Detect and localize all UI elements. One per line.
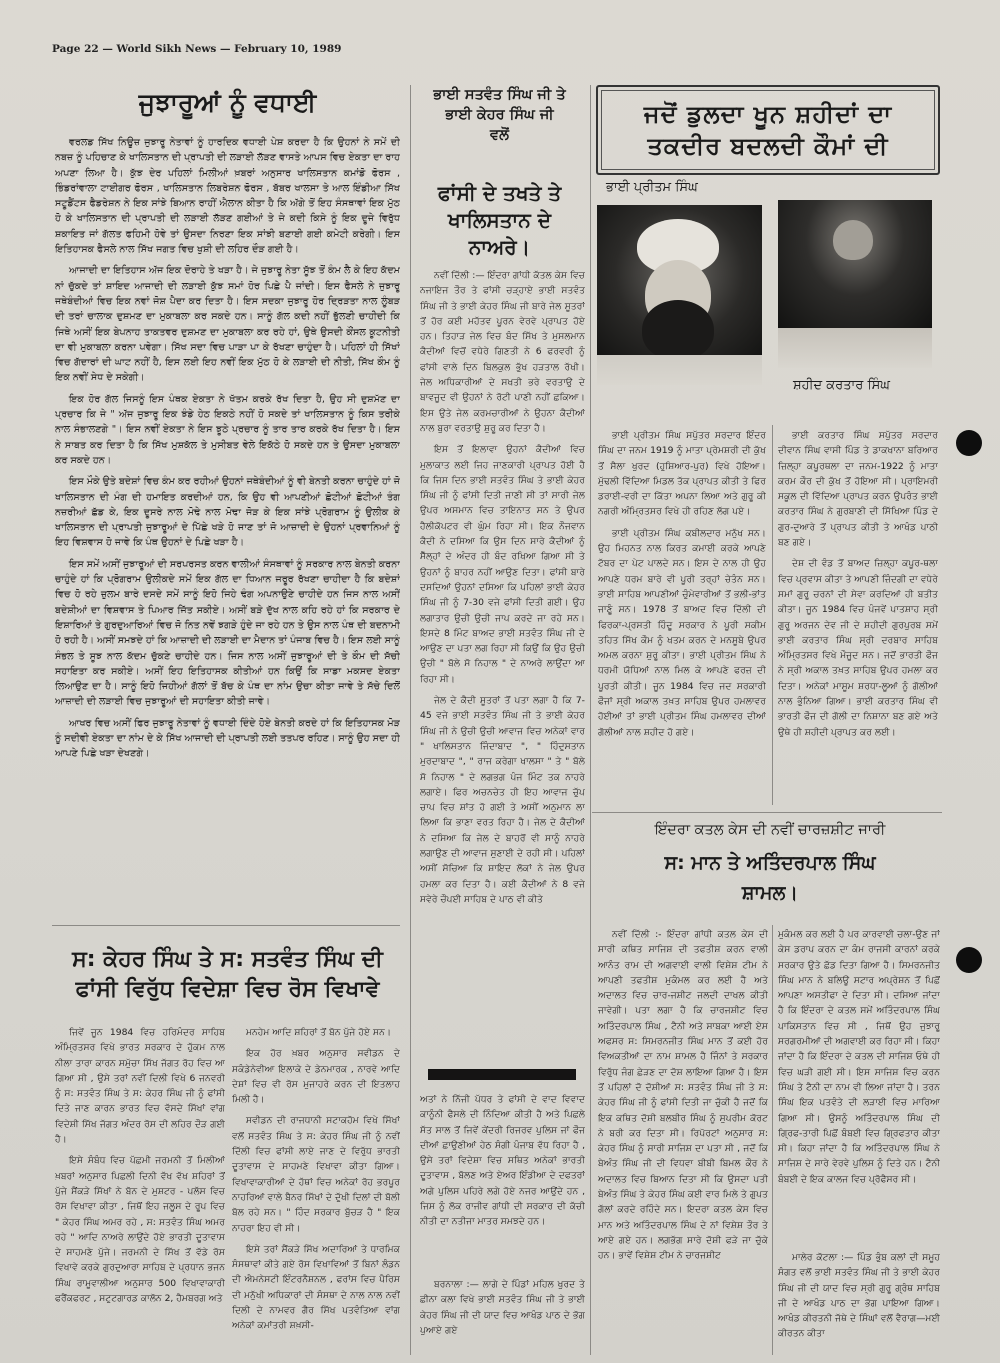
execution-paragraph: ਜੇਲ ਦੇ ਕੈਦੀ ਸੂਤਰਾਂ ਤੋਂ ਪਤਾ ਲਗਾ ਹੈ ਕਿ 7-45 ਵਜੇ ਭਾਈ ਸਤਵੰਤ ਸਿੰਘ ਜੀ ਤੇ ਭਾਈ ਕੇਹਰ ਸਿੰਘ ਜੀ ਨੇ ਉਚੀ ਉਚੀ ਆਵਾਜ ਵਿਚ ਅਨੇਕਾਂ ਵਾਰ " ਖਾਲਿਸਤਾਨ ਜਿੰਦਾਬਾਦ ", " ਹਿੰਦੁਸਤਾਨ ਮੁਰਦਾਬਾਦ ", " ਰਾਜ ਕਰੇਗਾ ਖਾਲਸਾ " ਤੇ " ਬੋਲੇ ਸੋ ਨਿਹਾਲ " ਦੇ ਲਗਭਗ ਪੰਜ ਮਿੰਟ ਤਕ ਨਾਹਰੇ ਲਗਾਏ। ਫਿਰ ਅਚਨਚੇਤ ਹੀ ਇਹ ਆਵਾਜ ਚੁੱਪ ਚਾਪ ਵਿਚ ਸ਼ਾਂਤ ਹੋ ਗਈ ਤੇ ਅਸੀਂ ਅਨੁਮਾਨ ਲਾ ਲਿਆ ਕਿ ਭਾਣਾ ਵਰਤ ਰਿਹਾ ਹੈ। ਜੇਲ ਦੇ ਕੈਦੀਆਂ ਨੇ ਦਸਿਆ ਕਿ ਜੇਲ ਦੇ ਬਾਹਰੋਂ ਵੀ ਸਾਨੂੰ ਨਾਹਰੇ ਲਗਾਉਣ ਦੀ ਆਵਾਜ ਸੁਣਾਈ ਦੇ ਰਹੀ ਸੀ। ਪਹਿਲਾਂ ਅਸੀਂ ਸੋਚਿਆ ਕਿ ਸ਼ਾਇਦ ਲੋਕਾਂ ਨੇ ਜੇਲ ਉਪਰ ਹਮਲਾ ਕਰ ਦਿਤਾ ਹੈ। ਕਈ ਕੈਦੀਆਂ ਨੇ 8 ਵਜੇ ਸਵੇਰੇ ਚੌਪਈ ਸਾਹਿਬ ਦੇ ਪਾਠ ਵੀ ਕੀਤੇ — [420, 695, 585, 905]
protests-paragraph: ਸਵੀਡਨ ਦੀ ਰਾਜਧਾਨੀ ਸਟਾਕਹੋਮ ਵਿਖੇ ਸਿੱਖਾਂ ਵਲੋਂ ਸਤਵੰਤ ਸਿੰਘ ਤੇ ਸ: ਕੇਹਰ ਸਿੰਘ ਜੀ ਨੂੰ ਨਵੀਂ ਦਿੱਲੀ ਵਿਚ ਫਾਂਸੀ ਲਾਏ ਜਾਣ ਦੇ ਵਿਰੁੱਧ ਭਾਰਤੀ ਦੂਤਾਵਾਸ ਦੇ ਸਾਹਮਣੇ ਵਿਖਾਵਾ ਕੀਤਾ ਗਿਆ। ਵਿਖਾਵਾਕਾਰੀਆਂ ਦੇ ਹੱਥਾਂ ਵਿਚ ਅਨੇਕਾਂ ਰੋਹ ਭਰਪੂਰ ਨਾਹਰਿਆਂ ਵਾਲੇ ਬੈਨਰ ਸਿੱਖਾਂ ਦੇ ਦੁੱਖੀ ਦਿਲਾਂ ਦੀ ਬੋਲੀ ਬੋਲ ਰਹੇ ਸਨ। " ਹਿੰਦ ਸਰਕਾਰ ਬੁੱਚੜ ਹੈ " ਇਕ ਨਾਹਰਾ ਇਹ ਵੀ ਸੀ। — [232, 1115, 400, 1234]
binder-punch-hole — [956, 430, 982, 456]
photo-shoulders — [597, 355, 762, 385]
photo-caption-pritam: ਭਾਈ ਪ੍ਰੀਤਮ ਸਿੰਘ — [606, 180, 698, 195]
section-divider — [52, 925, 400, 926]
photo-caption-kartar: ਸ਼ਹੀਦ ਕਰਤਾਰ ਸਿੰਘ — [793, 378, 890, 393]
execution-headline-line2: ਖਾਲਿਸਤਾਨ ਦੇ — [448, 208, 551, 232]
chargesheet-headline — [600, 848, 940, 908]
execution-body — [420, 268, 585, 1061]
congrats-paragraph: ਆਖਰ ਵਿਚ ਅਸੀਂ ਫਿਰ ਜੁਝਾਰੂ ਨੇਤਾਵਾਂ ਨੂੰ ਵਧਾਈ ਦਿੰਦੇ ਹੋਏ ਬੇਨਤੀ ਕਰਦੇ ਹਾਂ ਕਿ ਇਤਿਹਾਸਕ ਮੋੜ ਨੂੰ ਸਦੀਵੀ ਏਕਤਾ ਦਾ ਨਾਂਮ ਦੇ ਕੇ ਸਿੱਖ ਆਜਾਦੀ ਦੀ ਪ੍ਰਾਪਤੀ ਲਈ ਤਤਪਰ ਰਹਿਣ। ਸਾਨੂੰ ਉਹ ਸਦਾ ਹੀ ਆਪਣੇ ਪਿਛੇ ਖੜਾ ਦੇਖਣਗੇ। — [55, 717, 400, 760]
congrats-headline: ਜੁਝਾਰੂਆਂ ਨੂੰ ਵਧਾਈ — [138, 88, 317, 117]
pritam-paragraph: ਭਾਈ ਪ੍ਰੀਤਮ ਸਿੰਘ ਸਪੁੱਤਰ ਸਰਦਾਰ ਇੰਦਰ ਸਿੰਘ ਦਾ ਜਨਮ 1919 ਨੂੰ ਮਾਤਾ ਪ੍ਰੇਮਸ਼ਰੀ ਦੀ ਕੁੱਖ ਤੋਂ ਸੈਲਾ ਖੁਰਦ (ਹੁਸ਼ਿਆਰ-ਪੁਰ) ਵਿਖੇ ਹੋਇਆ। ਮੁੱਢਲੀ ਵਿੱਦਿਆ ਮਿਡਲ ਤੱਕ ਪ੍ਰਾਪਤ ਕੀਤੀ ਤੇ ਫਿਰ ਡਰਾਈ-ਵਰੀ ਦਾ ਕਿੱਤਾ ਅਪਨਾ ਲਿਆ ਅਤੇ ਗੁਰੂ ਕੀ ਨਗਰੀ ਅੰਮ੍ਰਿਤਸਰ ਵਿਖੇ ਹੀ ਰਹਿਣ ਲੱਗ ਪਏ। — [598, 430, 766, 518]
chargesheet-headline-line2: ਸ਼ਾਮਲ। — [741, 882, 799, 904]
barnala-paragraph: ਬਰਨਾਲਾ :— ਲਾਗੇ ਦੇ ਪਿੰਡਾਂ ਮਹਿਲ ਖੁਰਦ ਤੇ ਛੀਨਾ ਕਲਾ ਵਿਖੇ ਭਾਈ ਸਤਵੰਤ ਸਿੰਘ ਜੀ ਤੇ ਭਾਈ ਕੇਹਰ ਸਿੰਘ ਜੀ ਦੀ ਯਾਦ ਵਿਚ ਆਖੰਡ ਪਾਠ ਦੇ ਭੋਗ ਪੁਆਏ ਗਏ — [420, 1279, 585, 1336]
execution-paragraph: ਨਵੀਂ ਦਿੱਲੀ :— ਇੰਦਰਾ ਗਾਂਧੀ ਕੱਤਲ ਕੇਸ ਵਿਚ ਨਜਾਇਜ ਤੌਰ ਤੇ ਫਾਂਸੀ ਚੜ੍ਹਾਏ ਭਾਈ ਸਤਵੰਤ ਸਿੰਘ ਜੀ ਤੇ ਭਾਈ ਕੇਹਰ ਸਿੰਘ ਜੀ ਬਾਰੇ ਜੇਲ ਸੂਤਰਾਂ ਤੋਂ ਹੋਰ ਕਈ ਮਹੱਤਵ ਪੂਰਨ ਵੇਰਵੇ ਪ੍ਰਾਪਤ ਹੋਏ ਹਨ। ਤਿਹਾੜ ਜੇਲ ਵਿਚ ਬੰਦ ਸਿੱਖ ਤੇ ਮੁਸਲਮਾਨ ਕੈਦੀਆਂ ਵਿਚੋਂ ਵਧੇਰੇ ਗਿਣਤੀ ਨੇ 6 ਫਰਵਰੀ ਨੂੰ ਫਾਂਸੀ ਵਾਲੇ ਦਿਨ ਬਿਲਕੁਲ ਭੁੱਖ ਹੜਤਾਲ ਰੱਖੀ। ਜੇਲ ਅਧਿਕਾਰੀਆਂ ਦੇ ਸਖਤੀ ਭਰੇ ਵਰਤਾਉ ਦੇ ਬਾਵਜੂਦ ਵੀ ਉਹਨਾਂ ਨੇ ਰੋਟੀ ਪਾਣੀ ਨਹੀਂ ਛਕਿਆ। ਇਸ ਉਤੇ ਜੇਲ ਕਰਮਚਾਰੀਆਂ ਨੇ ਉਹਨਾ ਕੈਦੀਆਂ ਨਾਲ ਬੁਰਾ ਵਰਤਾਉ ਸ਼ੁਰੂ ਕਰ ਦਿਤਾ ਹੈ। — [420, 270, 585, 434]
execution-kicker-line1: ਭਾਈ ਸਤਵੰਤ ਸਿੰਘ ਜੀ ਤੇ — [433, 87, 566, 103]
congrats-paragraph: ਆਜਾਦੀ ਦਾ ਇਤਿਹਾਸ ਅੱਜ ਇਕ ਦੋਰਾਹੇ ਤੇ ਖੜਾ ਹੈ। ਜੇ ਜੁਝਾਰੂ ਨੇਤਾ ਸੂੱਝ ਤੋਂ ਕੰਮ ਲੈ ਕੇ ਇਹ ਕੱਦਮ ਨਾਂ ਚੁੱਕਦੇ ਤਾਂ ਸ਼ਾਇਦ ਆਜਾਦੀ ਦੀ ਲੜਾਈ ਕੁੱਝ ਸਮਾਂ ਹੋਰ ਪਿਛੇ ਪੈ ਜਾਂਦੀ। ਇਸ ਫੈਸਲੇ ਨੇ ਜੁਝਾਰੂ ਜਥੇਬੰਦੀਆਂ ਵਿਚ ਇਕ ਨਵਾਂ ਜੋਸ਼ ਪੈਦਾ ਕਰ ਦਿਤਾ ਹੈ। ਇਸ ਸਦਕਾ ਜੁਝਾਰੂ ਹੋਰ ਦ੍ਰਿੜਤਾ ਨਾਲ ਲੂੰਬੜ ਦੀ ਤਰਾਂ ਚਾਲਾਕ ਦੁਸ਼ਮਣ ਦਾ ਮੁਕਾਬਲਾ ਕਰ ਸਕਦੇ ਹਨ। ਸਾਨੂੰ ਗੱਲ ਕਦੀ ਨਹੀਂ ਭੁੱਲਣੀ ਚਾਹੀਦੀ ਕਿ ਜਿਥੇ ਅਸੀਂ ਇਕ ਬੇਪਨਾਹ ਤਾਕਤਵਰ ਦੁਸ਼ਮਣ ਦਾ ਮੁਕਾਬਲਾ ਕਰ ਰਹੇ ਹਾਂ, ਉਥੇ ਉਸਦੀ ਕੌਂਸਲ ਕੂਟਨੀਤੀ ਦਾ ਵੀ ਮੁਕਾਬਲਾ ਕਰਨਾ ਪਵੇਗਾ। ਸਿੱਖ ਸਦਾ ਵਿਚ ਪਾੜਾ ਪਾ ਕੇ ਰੱਖਣਾ ਚਾਹੁੰਦਾ ਹੈ। ਪਹਿਲਾਂ ਹੀ ਸਿੱਖਾਂ ਵਿਚ ਗੱਦਾਰਾਂ ਦੀ ਘਾਟ ਨਹੀਂ ਹੈ, ਇਸ ਲਈ ਇਹ ਨਵੀਂ ਇਕ ਮੁੱਠ ਹੋ ਕੇ ਲੜਾਈ ਦੀ ਨੀਤੀ, ਸਿੱਖ ਕੌਮ ਨੂੰ ਇਕ ਨਵੀਂ ਸੇਧ ਦੇ ਸਕੇਗੀ। — [55, 265, 400, 384]
congrats-paragraph: ਵਰਲਡ ਸਿੱਖ ਨਿਊਜ਼ ਜੁਝਾਰੂ ਨੇਤਾਵਾਂ ਨੂੰ ਹਾਰਦਿਕ ਵਧਾਈ ਪੇਸ਼ ਕਰਦਾ ਹੈ ਕਿ ਉਹਨਾਂ ਨੇ ਸਮੇਂ ਦੀ ਨਬਜ਼ ਨੂੰ ਪਹਿਚਾਣ ਕੇ ਖਾਲਿਸਤਾਨ ਦੀ ਪ੍ਰਾਪਤੀ ਦੀ ਲੜਾਈ ਲੱੜਣ ਵਾਸਤੇ ਆਪਸ ਵਿਚ ਏਕਤਾ ਦਾ ਰਾਹ ਅਪਣਾ ਲਿਆ ਹੈ। ਕੁੱਝ ਦੇਰ ਪਹਿਲਾਂ ਮਿਲੀਆਂ ਖ਼ਬਰਾਂ ਅਨੁਸਾਰ ਖਾਲਿਸਤਾਨ ਕਮਾਂਡੋ ਫੋਰਸ , ਭਿੰਡਰਾਂਵਾਲਾ ਟਾਈਗਰ ਫੋਰਸ , ਖਾਲਿਸਤਾਨ ਲਿਬਰੇਸ਼ਨ ਫੋਰਸ , ਬੱਬਰ ਖਾਲਸਾ ਤੇ ਆਲ ਇੰਡੀਆ ਸਿੱਖ ਸਟੂਡੈਂਟਸ ਫੈਡਰੇਸ਼ਨ ਨੇ ਇਕ ਸਾਂਝੇ ਬਿਆਨ ਰਾਹੀਂ ਐਲਾਨ ਕੀਤਾ ਹੈ ਕਿ ਅੱਗੇ ਤੋਂ ਇਹ ਸੰਸਥਾਵਾਂ ਇਕ ਮੁੱਠ ਹੋ ਕੇ ਖਾਲਿਸਤਾਨ ਦੀ ਪ੍ਰਾਪਤੀ ਦੀ ਲੜਾਈ ਲੱੜਣ ਗਈਆਂ ਤੇ ਜੇ ਕਦੀ ਕਿਸੇ ਨੂੰ ਇਕ ਦੂਜੇ ਵਿਰੁੱਧ ਸ਼ਕਾਇਤ ਜਾਂ ਗੱਲਤ ਫਹਿਮੀ ਹੋਵੇ ਤਾਂ ਉਸਦਾ ਨਿਰਣਾ ਇਕ ਸਾਂਝੀ ਬਣਾਈ ਗਈ ਕਮੇਟੀ ਕਰੇਗੀ। ਇਸ ਇਤਿਹਾਸਕ ਫੈਸਲੇ ਨਾਲ ਸਿੱਖ ਜਗਤ ਵਿਚ ਖੁਸ਼ੀ ਦੀ ਲਹਿਰ ਦੌੜ ਗਈ ਹੈ। — [55, 137, 400, 256]
martyrs-banner-line2: ਤਕਦੀਰ ਬਦਲਦੀ ਕੌਮਾਂ ਦੀ — [647, 132, 889, 160]
photo-pritam-singh — [597, 205, 762, 355]
execution-headline-line3: ਨਾਅਰੇ। — [468, 235, 531, 259]
face-shape — [833, 220, 873, 260]
chargesheet-col2 — [778, 927, 940, 1247]
page-folio: Page 22 — World Sikh News — February 10, 1989 — [52, 43, 342, 55]
chargesheet-kicker: ਇੰਦਰਾ ਕਤਲ ਕੇਸ ਦੀ ਨਵੀਂ ਚਾਰਜ਼ਸ਼ੀਟ ਜਾਰੀ — [654, 822, 886, 838]
execution-kicker-line2: ਭਾਈ ਕੇਹਰ ਸਿੰਘ ਜੀ — [445, 107, 554, 123]
photo-kartar-singh — [778, 200, 932, 328]
malerkotla-paragraph: ਮਾਲੇਰ ਕੋਟਲਾ :— ਪਿੰਡ ਭੁੰਬ ਕਲਾਂ ਦੀ ਸਮੂਹ ਸੰਗਤ ਵਲੋਂ ਭਾਈ ਸਤਵੰਤ ਸਿੰਘ ਜੀ ਤੇ ਭਾਈ ਕੇਹਰ ਸਿੰਘ ਜੀ ਦੀ ਯਾਦ ਵਿਚ ਸ੍ਰੀ ਗੁਰੂ ਗ੍ਰੰਥ ਸਾਹਿਬ ਜੀ ਦੇ ਆਖੰਡ ਪਾਠ ਦਾ ਭੋਗ ਪਾਇਆ ਗਿਆ। ਆਖੰਡ ਕੀਰਤਨੀ ਜੱਥੇ ਦੇ ਸਿੰਘਾਂ ਵਲੋਂ ਵੈਰਾਗ—ਮਈ ਕੀਰਤਨ ਕੀਤਾ — [778, 1252, 940, 1340]
chargesheet-paragraph: ਨਵੀਂ ਦਿੱਲੀ :- ਇੰਦਰਾ ਗਾਂਧੀ ਕਤਲ ਕੇਸ ਦੀ ਸਾਰੀ ਕਥਿਤ ਸਾਜਿਸ਼ ਦੀ ਤਫਤੀਸ਼ ਕਰਨ ਵਾਲੀ ਆਨੰਤ ਰਾਮ ਦੀ ਅਗਵਾਈ ਵਾਲੀ ਵਿਸ਼ੇਸ਼ ਟੀਮ ਨੇ ਆਪਣੀ ਤਫਤੀਸ਼ ਮੁਕੰਮਲ ਕਰ ਲਈ ਹੈ ਅਤੇ ਅਦਾਲਤ ਵਿਚ ਚਾਰ-ਜਸ਼ੀਟ ਜਲਦੀ ਦਾਖਲ ਕੀਤੀ ਜਾਵੇਗੀ। ਪਤਾ ਲਗਾ ਹੈ ਕਿ ਚਾਰਜਸ਼ੀਟ ਵਿਚ ਅਤਿੰਦਰਪਾਲ ਸਿੰਘ , ਟੈਨੀ ਅਤੇ ਸਾਬਕਾ ਆਈ ਏਸ ਅਫਸਰ ਸ: ਸਿਮਰਨਜੀਤ ਸਿੰਘ ਮਾਨ ਤੋਂ ਕਈ ਹੋਰ ਵਿਅਕਤੀਆਂ ਦਾ ਨਾਮ ਸ਼ਾਮਲ ਹੈ ਜਿੰਨਾਂ ਤੇ ਸਰਕਾਰ ਵਿਰੁੱਧ ਜੰਗ ਛੇੜਣ ਦਾ ਦੋਸ਼ ਲਾਇਆ ਗਿਆ ਹੈ। ਇਸ ਤੋਂ ਪਹਿਲਾਂ ਦੋ ਦੋਸ਼ੀਆਂ ਸ: ਸਤਵੰਤ ਸਿੰਘ ਜੀ ਤੇ ਸ: ਕੇਹਰ ਸਿੰਘ ਜੀ ਨੂੰ ਫਾਂਸੀ ਦਿਤੀ ਜਾ ਚੁੱਕੀ ਹੈ ਜਦੋਂ ਕਿ ਇਕ ਕਥਿਤ ਦੋਸ਼ੀ ਬਲਬੀਰ ਸਿੰਘ ਨੂੰ ਸੁਪਰੀਮ ਕੋਰਟ ਨੇ ਬਰੀ ਕਰ ਦਿਤਾ ਸੀ। ਰਿਪੋਰਟਾਂ ਅਨੁਸਾਰ ਸ: ਕੇਹਰ ਸਿੰਘ ਨੂੰ ਸਾਰੀ ਸਾਜਿਸ਼ ਦਾ ਪਤਾ ਸੀ , ਜਦੋਂ ਕਿ ਬੇਅੰਤ ਸਿੰਘ ਜੀ ਦੀ ਵਿਧਵਾ ਬੀਬੀ ਬਿਮਲ ਕੌਰ ਨੇ ਅਦਾਲਤ ਵਿਚ ਬਿਆਨ ਦਿਤਾ ਸੀ ਕਿ ਉਸਦਾ ਪਤੀ ਬੇਅੰਤ ਸਿੰਘ ਤੇ ਕੇਹਰ ਸਿੰਘ ਕਈ ਵਾਰ ਮਿਲੇ ਤੇ ਗੁਪਤ ਗੱਲਾਂ ਕਰਦੇ ਰਹਿੰਦੇ ਸਨ। ਇਦਰਾ ਕਤਲ ਕੇਸ ਵਿਚ ਮਾਨ ਅਤੇ ਅਤਿੰਦਰਪਾਲ ਸਿੰਘ ਦੇ ਨਾਂ ਵਿਸ਼ੇਸ਼ ਤੌਰ ਤੇ ਆਏ ਗਏ ਹਨ। ਲਗਭੱਗ ਸਾਰੇ ਦੋਸ਼ੀ ਫੜੇ ਜਾ ਚੁੱਕੇ ਹਨ। ਭਾਵੇਂ ਵਿਸ਼ੇਸ਼ ਟੀਮ ਨੇ ਚਾਰਜਸ਼ੀਟ — [598, 929, 768, 1262]
barnala-brief — [420, 1277, 585, 1357]
congrats-body — [55, 135, 400, 915]
column-rule — [410, 85, 411, 1355]
protests-headline-line2: ਫਾਂਸੀ ਵਿਰੁੱਧ ਵਿਦੇਸ਼ਾ ਵਿਚ ਰੋਸ ਵਿਖਾਵੇ — [75, 977, 380, 1002]
protests-paragraph: ਜਿਵੇਂ ਜੂਨ 1984 ਵਿਚ ਹਰਿਮੰਦਰ ਸਾਹਿਬ ਅੰਮ੍ਰਿਤਸਰ ਵਿਖੇ ਭਾਰਤ ਸਰਕਾਰ ਦੇ ਹੁੱਕਮ ਨਾਲ ਨੀਲਾ ਤਾਰਾ ਕਾਰਨ ਸਮੁੱਚਾ ਸਿੱਖ ਜੱਗਤ ਰੋਹ ਵਿਚ ਆ ਗਿਆ ਸੀ , ਉਸੇ ਤਰਾਂ ਨਵੀਂ ਦਿਲੀ ਵਿਖੇ 6 ਜਨਵਰੀ ਨੂੰ ਸ: ਸਤਵੰਤ ਸਿੰਘ ਤੇ ਸ: ਕੇਹਰ ਸਿੰਘ ਜੀ ਨੂੰ ਫਾਂਸੀ ਦਿਤੇ ਜਾਣ ਕਾਰਨ ਭਾਰਤ ਵਿਚ ਵੱਸਦੇ ਸਿੱਖਾਂ ਵਾਂਗ ਵਿਦੇਸ਼ੀ ਸਿੱਖ ਜੱਗਤ ਅੰਦਰ ਰੋਸ ਦੀ ਲਹਿਰ ਦੌੜ ਗਈ ਹੈ। — [55, 1027, 225, 1146]
protests-headline — [55, 945, 400, 1005]
column-rule — [772, 425, 773, 805]
section-divider — [592, 812, 942, 813]
beard-shape — [642, 300, 714, 355]
chargesheet-paragraph: ਮੁਕੰਮਲ ਕਰ ਲਈ ਹੈ ਪਰ ਕਾਰਵਾਈ ਚਲਾ-ਉਣ ਜਾਂ ਕੇਸ ਡਰਾਪ ਕਰਨ ਦਾ ਕੰਮ ਰਾਜਸੀ ਕਾਰਨਾਂ ਕਰਕੇ ਸਰਕਾਰ ਉਤੇ ਛੱਡ ਦਿਤਾ ਗਿਆ ਹੈ। ਸਿਮਰਨਜੀਤ ਸਿੰਘ ਮਾਨ ਨੇ ਬਲਿਊ ਸਟਾਰ ਅਪ੍ਰੇਸ਼ਨ ਤੋਂ ਪਿਛੋਂ ਆਪਣਾ ਅਸਤੀਫਾ ਦੇ ਦਿਤਾ ਸੀ। ਦਸਿਆ ਜਾਂਦਾ ਹੈ ਕਿ ਇੰਦਰਾ ਦੇ ਕਤਲ ਸਮੇਂ ਅਤਿੰਦਰਪਾਲ ਸਿੰਘ ਪਾਕਿਸਤਾਨ ਵਿਚ ਸੀ , ਜਿਥੋਂ ਉਹ ਜੁਝਾਰੂ ਸਰਗਰਮੀਆਂ ਦੀ ਅਗਵਾਈ ਕਰ ਰਿਹਾ ਸੀ। ਕਿਹਾ ਜਾਂਦਾ ਹੈ ਕਿ ਇੰਦਰਾ ਦੇ ਕਤਲ ਦੀ ਸਾਜਿਸ਼ ਓਥੇ ਹੀ ਵਿਚ ਘੜੀ ਗਈ ਸੀ। ਇਸ ਸਾਜਿਸ਼ ਵਿਚ ਕਰਨ ਸਿੰਘ ਤੇ ਟੈਨੀ ਦਾ ਨਾਮ ਵੀ ਲਿਆ ਜਾਂਦਾ ਹੈ। ਤਰਨ ਸਿੰਘ ਇਕ ਪਤਵੰਤੇ ਦੀ ਲੜਾਈ ਵਿਚ ਮਾਰਿਆ ਗਿਆ ਸੀ। ਉਸਨੂੰ ਅਤਿੰਦਰਪਾਲ ਸਿੰਘ ਦੀ ਗ੍ਰਿਫ-ਤਾਰੀ ਪਿਛੋਂ ਬੰਬਈ ਵਿਚ ਗ੍ਰਿਫਤਾਰ ਕੀਤਾ ਸੀ। ਕਿਹਾ ਜਾਂਦਾ ਹੈ ਕਿ ਅਤਿੰਦਰਪਾਲ ਸਿੰਘ ਨੇ ਸਾਜਿਸ਼ ਦੇ ਸਾਰੇ ਵੇਰਵੇ ਪੁਲਿਸ ਨੂੰ ਦਿਤੇ ਹਨ। ਟੈਨੀ ਬੰਬਈ ਦੇ ਇਕ ਕਾਲਜ ਵਿਚ ਪ੍ਰੋਫੈਸਰ ਸੀ। — [778, 929, 940, 1185]
kartar-bio — [778, 428, 938, 798]
congrats-paragraph: ਇਸ ਮੌਕੇ ਉਤੇ ਬਦੇਸ਼ਾਂ ਵਿਚ ਕੰਮ ਕਰ ਰਹੀਆਂ ਉਹਨਾਂ ਜਥੇਬੰਦੀਆਂ ਨੂੰ ਵੀ ਬੇਨਤੀ ਕਰਨਾ ਚਾਹੁੰਦੇ ਹਾਂ ਜੋ ਖਾਲਿਸਤਾਨ ਦੀ ਮੰਗ ਦੀ ਹਮਾਇਤ ਕਰਦੀਆਂ ਹਨ, ਕਿ ਉਹ ਵੀ ਆਪਣੀਆਂ ਛੋਟੀਆਂ ਛੋਟੀਆਂ ਤੰਗ ਨਜ਼ਰੀਆਂ ਛੱਡ ਕੇ, ਇਕ ਦੂਸਰੇ ਨਾਲ ਮੋਢੇ ਨਾਲ ਮੋਢਾ ਜੋੜ ਕੇ ਇਕ ਸਾਂਝੇ ਪ੍ਰੋਗਰਾਮ ਨੂੰ ਉਲੀਕ ਕੇ ਖਾਲਿਸਤਾਨ ਦੀ ਪ੍ਰਾਪਤੀ ਜੁਝਾਰੂਆਂ ਦੇ ਪਿੱਛੇ ਖੜੇ ਹੋ ਜਾਣ ਤਾਂ ਜੋ ਆਜ਼ਾਦੀ ਦੇ ਉਹਨਾਂ ਪ੍ਰਵਾਨਿਆਂ ਨੂੰ ਇਹ ਵਿਸ਼ਵਾਸ ਹੋ ਜਾਵੇ ਕਿ ਪੰਥ ਉਹਨਾਂ ਦੇ ਪਿਛੇ ਖੜਾ ਹੈ। — [55, 476, 400, 549]
execution-kicker-line3: ਵਲੋਂ — [490, 127, 509, 143]
protests-paragraph: ਮਨਹੇਮ ਆਦਿ ਸ਼ਹਿਰਾਂ ਤੋਂ ਬੋਨ ਪੁੱਜੇ ਹੋਏ ਸਨ। — [246, 1027, 392, 1038]
photo-kartar-lower — [778, 328, 932, 368]
martyrs-banner — [596, 85, 940, 175]
kartar-paragraph: ਦੇਸ਼ ਦੀ ਵੰਡ ਤੋਂ ਬਾਅਦ ਜ਼ਿਲ੍ਹਾ ਕਪੂਰ-ਥਲਾ ਵਿਚ ਪ੍ਰਵਾਸ ਕੀਤਾ ਤੇ ਆਪਣੀ ਜ਼ਿੰਦਗੀ ਦਾ ਵਧੇਰੇ ਸਮਾਂ ਗੁਰੂ ਚਰਨਾਂ ਦੀ ਸੇਵਾ ਕਰਦਿਆਂ ਹੀ ਬਤੀਤ ਕੀਤਾ। ਜੂਨ 1984 ਵਿਚ ਪੰਜਵੇਂ ਪਾਤਸ਼ਾਹ ਸ੍ਰੀ ਗੁਰੂ ਅਰਜਨ ਦੇਵ ਜੀ ਦੇ ਸ਼ਹੀਦੀ ਗੁਰਪੁਰਬ ਸਮੇਂ ਭਾਈ ਕਰਤਾਰ ਸਿੰਘ ਸ੍ਰੀ ਦਰਬਾਰ ਸਾਹਿਬ ਅੰਮ੍ਰਿਤਸਰ ਵਿਖੇ ਮੌਜੂਦ ਸਨ। ਜਦੋਂ ਭਾਰਤੀ ਫੌਜ ਨੇ ਸ੍ਰੀ ਅਕਾਲ ਤਖ਼ਤ ਸਾਹਿਬ ਉਪਰ ਹਮਲਾ ਕਰ ਦਿਤਾ। ਅਨੇਕਾਂ ਮਾਸੂਮ ਸ਼ਰਧਾ-ਲੂਆਂ ਨੂੰ ਗੋਲੀਆਂ ਨਾਲ ਭੁੰਨਿਆ ਗਿਆ। ਭਾਈ ਕਰਤਾਰ ਸਿੰਘ ਵੀ ਭਾਰਤੀ ਫੌਜ ਦੀ ਗੋਲੀ ਦਾ ਨਿਸ਼ਾਨਾ ਬਣ ਗਏ ਅਤੇ ਉਥੇ ਹੀ ਸ਼ਹੀਦੀ ਪ੍ਰਾਪਤ ਕਰ ਲਈ। — [778, 558, 938, 738]
execution-continued-paragraph: ਅਤਾਂ ਨੇ ਨਿੱਜੀ ਪੱਧਰ ਤੇ ਫਾਂਸੀ ਦੇ ਵਾਦ ਵਿਵਾਦ ਕਾਨੂੰਨੀ ਫੈਸਲੇ ਦੀ ਨਿੰਦਿਆ ਕੀਤੀ ਹੈ ਅਤੇ ਪਿਛਲੇ ਸੱਤ ਸਾਲ ਤੋਂ ਜਿਵੇਂ ਕੇਂਦਰੀ ਰਿਜਰਵ ਪੁਲਿਸ ਜਾਂ ਫੌਜ ਦੀਆਂ ਛਾਉਣੀਆਂ ਹੇਠ ਸੰਗੀ ਪੰਜਾਬ ਵੱਧ ਰਿਹਾ ਹੈ , ਉਸੇ ਤਰਾਂ ਵਿਦੇਸ਼ਾ ਵਿਚ ਸਥਿਤ ਅਨੇਕਾਂ ਭਾਰਤੀ ਦੂਤਾਵਾਸ , ਬੋਲਣ ਅਤੇ ਏਅਰ ਇੰਡੀਆ ਦੇ ਦਫਤਰਾਂ ਅਗੇ ਪੁਲਿਸ ਪਹਿਰੇ ਲਗੇ ਹੋਏ ਨਜਰ ਆਉਂਦੇ ਹਨ , ਜਿਸ ਨੂੰ ਲੋਕ ਰਾਜੀਵ ਗਾਂਧੀ ਦੀ ਸਰਕਾਰ ਦੀ ਕੱਚੀ ਨੀਤੀ ਦਾ ਨਤੀਜਾ ਮਾਤਰ ਸਮਝਦੇ ਹਨ। — [420, 1094, 585, 1228]
execution-continued — [420, 1092, 585, 1267]
congrats-paragraph: ਇਸ ਸਮੇਂ ਅਸੀਂ ਜੁਝਾਰੂਆਂ ਦੀ ਸਰਪਰਸਤ ਕਰਨ ਵਾਲੀਆਂ ਸੰਸਥਾਵਾਂ ਨੂੰ ਸਰਕਾਰ ਨਾਲ ਬੇਨਤੀ ਕਰਨਾ ਚਾਹੁੰਦੇ ਹਾਂ ਕਿ ਪ੍ਰੋਗਰਾਮ ਉਲੀਕਦੇ ਸਮੇਂ ਇਕ ਗੱਲ ਦਾ ਧਿਆਨ ਜਰੂਰ ਰੱਖਣਾ ਚਾਹੀਦਾ ਹੈ ਕਿ ਬਦੇਸ਼ਾਂ ਵਿਚ ਹੋ ਰਹੇ ਜ਼ੁਲਮ ਬਾਰੇ ਦਸਦੇ ਸਮੇਂ ਸਾਨੂੰ ਇਹੋ ਜਿਹੇ ਢੰਗ ਅਪਨਾਉਣੇ ਚਾਹੀਦੇ ਹਨ ਜਿਸ ਨਾਲ ਅਸੀਂ ਬਦੇਸ਼ੀਆਂ ਦਾ ਵਿਸ਼ਵਾਸ ਤੇ ਪਿਆਰ ਜਿੱਤ ਸਕੀਏ। ਅਸੀਂ ਬੜੇ ਦੁੱਖ ਨਾਲ ਕਹਿ ਰਹੇ ਹਾਂ ਕਿ ਸਰਕਾਰ ਦੇ ਇਸ਼ਾਰਿਆਂ ਤੇ ਗੁਰਦੁਆਰਿਆਂ ਵਿਚ ਜੋ ਨਿਤ ਨਵੇਂ ਝਗੜੇ ਹੁੰਦੇ ਜਾ ਰਹੇ ਹਨ ਤੇ ਉਸ ਨਾਲ ਪੰਥ ਦੀ ਬਦਨਾਮੀ ਹੋ ਰਹੀ ਹੈ। ਅਸੀਂ ਸਮਝਦੇ ਹਾਂ ਕਿ ਆਜ਼ਾਦੀ ਦੀ ਲੜਾਈ ਦਾ ਮੈਦਾਨ ਤਾਂ ਪੰਜਾਬ ਵਿਚ ਹੈ। ਇਸ ਲਈ ਸਾਨੂੰ ਸੰਭਲ ਤੇ ਸੂਝ ਨਾਲ ਕੱਦਮ ਚੁੱਕਣੇ ਚਾਹੀਦੇ ਹਨ। ਜਿਸ ਨਾਲ ਅਸੀਂ ਜੁਝਾਰੂਆਂ ਦੀ ਤੇ ਕੌਮ ਦੀ ਸੱਚੀ ਸਹਾਇਤਾ ਕਰ ਸਕੀਏ। ਅਸੀਂ ਇਹ ਇਤਿਹਾਸਕ ਕੀਤੀਆਂ ਹਨ ਕਿਉਂ ਕਿ ਸਾਡਾ ਮਕਸਦ ਏਕਤਾ ਲਿਆਉਣ ਦਾ ਹੈ। ਸਾਨੂੰ ਇਹੋ ਜਿਹੀਆਂ ਗੱਲਾਂ ਤੋਂ ਬੱਚ ਕੇ ਪੰਥ ਦਾ ਨਾਂਮ ਉਚਾ ਕੀਤਾ ਜਾਵੇ ਤੇ ਸੱਚੇ ਦਿਲੋਂ ਆਜ਼ਾਦੀ ਦੀ ਲੜਾਈ ਵਿਚ ਜੁਝਾਰੂਆਂ ਦੀ ਸਹਾਇਤਾ ਕੀਤੀ ਜਾਵੇ। — [55, 558, 400, 708]
protests-col1 — [55, 1025, 225, 1355]
pritam-paragraph: ਭਾਈ ਪ੍ਰੀਤਮ ਸਿੰਘ ਕਬੀਲਦਾਰ ਮਨੁੱਖ ਸਨ। ਉਹ ਮਿਹਨਤ ਨਾਲ ਕਿਰਤ ਕਮਾਈ ਕਰਕੇ ਆਪਣੇ ਟੱਬਰ ਦਾ ਪੇਟ ਪਾਲਦੇ ਸਨ। ਇਸ ਦੇ ਨਾਲ ਹੀ ਉਹ ਆਪਣੇ ਧਰਮ ਬਾਰੇ ਵੀ ਪੂਰੀ ਤਰ੍ਹਾਂ ਚੇਤੰਨ ਸਨ। ਭਾਈ ਸਾਹਿਬ ਆਪਣੀਆਂ ਚੁੰਮੇਵਾਰੀਆਂ ਤੋਂ ਭਲੀ-ਭਾਂਤ ਜਾਣੂੰ ਸਨ। 1978 ਤੋਂ ਬਾਅਦ ਵਿਚ ਦਿੱਲੀ ਦੀ ਫਿਰਕਾ-ਪ੍ਰਸਤੀ ਹਿੰਦੂ ਸਰਕਾਰ ਨੇ ਪੂਰੀ ਸਕੀਮ ਤਹਿਤ ਸਿੱਖ ਕੌਮ ਨੂੰ ਖਤਮ ਕਰਨ ਦੇ ਮਨਸੂਬੇ ਉਪਰ ਅਮਲ ਕਰਨਾ ਸ਼ੁਰੂ ਕੀਤਾ। ਭਾਈ ਪ੍ਰੀਤਮ ਸਿੰਘ ਨੇ ਧਰਮੀ ਯੋਧਿਆਂ ਨਾਲ ਮਿਲ ਕੇ ਆਪਣੇ ਫਰਜ਼ ਦੀ ਪੂਰਤੀ ਕੀਤੀ। ਜੂਨ 1984 ਵਿਚ ਜਦ ਸਰਕਾਰੀ ਫੌਜਾਂ ਸ੍ਰੀ ਅਕਾਲ ਤਖ਼ਤ ਸਾਹਿਬ ਉਪਰ ਹਮਲਾਵਰ ਹੋਈਆਂ ਤਾਂ ਭਾਈ ਪ੍ਰੀਤਮ ਸਿੰਘ ਹਮਲਾਵਰ ਦੀਆਂ ਗੋਲੀਆਂ ਨਾਲ ਸ਼ਹੀਦ ਹੋ ਗਏ। — [598, 527, 766, 738]
separator-bar — [428, 1069, 576, 1080]
column-rule — [772, 925, 773, 1355]
execution-kicker — [412, 85, 587, 145]
chargesheet-col1 — [598, 927, 768, 1357]
protests-headline-line1: ਸ: ਕੇਹਰ ਸਿੰਘ ਤੇ ਸ: ਸਤਵੰਤ ਸਿੰਘ ਦੀ — [72, 947, 383, 972]
column-rule — [590, 85, 591, 1355]
kartar-paragraph: ਭਾਈ ਕਰਤਾਰ ਸਿੰਘ ਸਪੁੱਤਰ ਸਰਦਾਰ ਦੀਵਾਨ ਸਿੰਘ ਵਾਸੀ ਪਿੰਡ ਤੇ ਡਾਕਖਾਨਾ ਬਰਿਆਰ ਜ਼ਿਲ੍ਹਾ ਕਪੂਰਥਲਾ ਦਾ ਜਨਮ-1922 ਨੂੰ ਮਾਤਾ ਕਰਮ ਕੌਰ ਦੀ ਕੁੱਖ ਤੋਂ ਹੋਇਆ ਸੀ। ਪ੍ਰਾਇਮਰੀ ਸਕੂਲ ਦੀ ਵਿੱਦਿਆ ਪ੍ਰਾਪਤ ਕਰਨ ਉਪਰੰਤ ਭਾਈ ਕਰਤਾਰ ਸਿੰਘ ਨੇ ਗੁਰਬਾਣੀ ਦੀ ਸਿੱਖਿਆ ਪਿੰਡ ਦੇ ਗੁਰ-ਦੁਆਰੇ ਤੋਂ ਪ੍ਰਾਪਤ ਕੀਤੀ ਤੇ ਆਖੰਡ ਪਾਠੀ ਬਣ ਗਏ। — [778, 430, 938, 549]
execution-paragraph: ਇਸ ਤੋਂ ਇਲਾਵਾ ਉਹਨਾਂ ਕੈਦੀਆਂ ਵਿਚ ਮੁਲਾਕਾਤ ਲਈ ਜਿਹ ਜਾਣਕਾਰੀ ਪ੍ਰਾਪਤ ਹੋਈ ਹੈ ਕਿ ਜਿਸ ਦਿਨ ਭਾਈ ਸਤਵੰਤ ਸਿੰਘ ਤੇ ਭਾਈ ਕੇਹਰ ਸਿੰਘ ਜੀ ਨੂੰ ਫਾਂਸੀ ਦਿਤੀ ਜਾਣੀ ਸੀ ਤਾਂ ਸਾਰੀ ਜੇਲ ਉਪਰ ਅਸਮਾਨ ਵਿਚ ਤਾਇਨਾਤ ਸਨ ਤੇ ਉਪਰ ਹੈਲੀਕੋਪਟਰ ਵੀ ਘੁੰਮ ਰਿਹਾ ਸੀ। ਇਕ ਨੌਜਵਾਨ ਕੈਦੀ ਨੇ ਦਸਿਆ ਕਿ ਉਸ ਦਿਨ ਸਾਰੇ ਕੈਦੀਆਂ ਨੂੰ ਸੈੱਲ੍ਹਾਂ ਦੇ ਅੰਦਰ ਹੀ ਬੰਦ ਰਖਿਆ ਗਿਆ ਸੀ ਤੇ ਉਹਨਾਂ ਨੂੰ ਬਾਹਰ ਨਹੀਂ ਆਉਣ ਦਿਤਾ। ਫਾਂਸੀ ਬਾਰੇ ਦਸਦਿਆਂ ਉਹਨਾਂ ਦਸਿਆ ਕਿ ਪਹਿਲਾਂ ਭਾਈ ਕੇਹਰ ਸਿੰਘ ਜੀ ਨੂੰ 7-30 ਵਜੇ ਫਾਂਸੀ ਦਿਤੀ ਗਈ। ਉਹ ਲਗਾਤਾਰ ਉਚੀ ਉਚੀ ਜਾਪ ਕਰਦੇ ਜਾ ਰਹੇ ਸਨ। ਇਸਦੇ 8 ਮਿੰਟ ਬਾਅਦ ਭਾਈ ਸਤਵੰਤ ਸਿੰਘ ਜੀ ਦੇ ਆਉਣ ਦਾ ਪਤਾ ਲਗ ਰਿਹਾ ਸੀ ਕਿਉਂ ਕਿ ਉਹ ਉਚੀ ਉਚੀ " ਬੋਲੇ ਸੋ ਨਿਹਾਲ " ਦੇ ਨਾਅਰੇ ਲਾਉਂਦਾ ਆ ਰਿਹਾ ਸੀ। — [420, 444, 585, 685]
execution-headline — [412, 180, 587, 261]
execution-headline-line1: ਫਾਂਸੀ ਦੇ ਤਖਤੇ ਤੇ — [437, 181, 562, 205]
pritam-bio — [598, 428, 766, 798]
protests-col2 — [232, 1025, 400, 1355]
protests-paragraph: ਇਸੇ ਸੰਬੰਧ ਵਿਚ ਪੱਛਮੀ ਜਰਮਨੀ ਤੋਂ ਮਿਲੀਆਂ ਖ਼ਬਰਾਂ ਅਨੁਸਾਰ ਪਿਛਲੀ ਦਿਨੀ ਵੱਖ ਵੱਖ ਸ਼ਹਿਰਾਂ ਤੋਂ ਪੁੱਜੇ ਸੈਂਕੜੇ ਸਿੱਖਾਂ ਨੇ ਬੋਨ ਦੇ ਮੁਸ਼ਟਰ - ਪਲੱਸ ਵਿਚ ਰੋਸ ਵਿਖਾਵਾ ਕੀਤਾ , ਜਿਥੋਂ ਇਹ ਜਲੂਸ ਦੇ ਰੂਪ ਵਿਚ " ਕੇਹਰ ਸਿੰਘ ਅਮਰ ਰਹੇ , ਸ: ਸਤਵੰਤ ਸਿੰਘ ਅਮਰ ਰਹੇ " ਆਦਿ ਨਾਅਰੇ ਲਾਉਂਦੇ ਹੋਏ ਭਾਰਤੀ ਦੂਤਾਵਾਸ ਦੇ ਸਾਹਮਣੇ ਪੁੱਜੇ। ਜਰਮਨੀ ਦੇ ਸਿੱਖ ਤੋਂ ਵੱਡੇ ਰੋਸ ਵਿਖਾਵੇ ਕਰਕੇ ਗੁਰਦੁਆਰਾ ਸਾਹਿਬ ਦੇ ਪ੍ਰਧਾਨ ਭਜਨ ਸਿੰਘ ਰਾਮੂਵਾਲੀਆ ਅਨੁਸਾਰ 500 ਵਿਖਾਵਾਕਾਰੀ ਫਰੈਂਕਫਰਟ , ਸਟੁਟਗਾਰਡ ਕਾਲੋਨ 2, ਹੈਮਬਰਗ ਅਤੇ — [55, 1155, 225, 1305]
protests-paragraph: ਇਸੇ ਤਰਾਂ ਸੈਂਕੜੇ ਸਿੱਖ ਅਦਾਰਿਆਂ ਤੇ ਧਾਰਮਿਕ ਸੰਸਥਾਵਾਂ ਕੀਤੇ ਗਏ ਰੋਸ ਵਿਖਾਵਿਆਂ ਤੋਂ ਬਿਨਾਂ ਲੰਡਨ ਦੀ ਐਮਨੇਸਟੀ ਇੰਟਰਨੈਸ਼ਨਲ , ਫਰਾਂਸ ਵਿਚ ਪੈਰਿਸ ਦੀ ਮਨੁੱਖੀ ਅਧਿਕਾਰਾਂ ਦੀ ਸੰਸਥਾ ਦੇ ਨਾਲ ਨਾਲ ਨਵੀਂ ਦਿਲੀ ਦੇ ਨਾਮਵਰ ਗੈਰ ਸਿੱਖ ਪਤਵੰਤਿਆ ਵਾਂਗ ਅਨੇਕਾਂ ਕਮਾਂਤਰੀ ਸ਼ਖ਼ਸੀ- — [232, 1243, 400, 1332]
binder-punch-hole — [956, 947, 982, 973]
chargesheet-headline-line1: ਸ: ਮਾਨ ਤੇ ਅਤਿੰਦਰਪਾਲ ਸਿੰਘ — [664, 852, 876, 874]
malerkotla-brief — [778, 1250, 940, 1345]
martyrs-banner-line1: ਜਦੋਂ ਡੁਲਦਾ ਖੂਨ ਸ਼ਹੀਦਾਂ ਦਾ — [643, 100, 893, 128]
protests-paragraph: ਇਕ ਹੋਰ ਖ਼ਬਰ ਅਨੁਸਾਰ ਸਵੀਡਨ ਦੇ ਸਕੰਡੇਨੇਵੀਆ ਇਲਾਕੇ ਦੇ ਡੇਨਮਾਰਕ , ਨਾਰਵੇ ਆਦਿ ਦੇਸ਼ਾਂ ਵਿਚ ਵੀ ਰੋਸ ਮੁਜਾਹਰੇ ਕਰਨ ਦੀ ਇਤਲਾਹ ਮਿਲੀ ਹੈ। — [232, 1048, 400, 1106]
congrats-paragraph: ਇਕ ਹੋਰ ਗੱਲ ਜਿਸਨੂੰ ਇਸ ਪੰਥਕ ਏਕਤਾ ਨੇ ਖੱਤਮ ਕਰਕੇ ਰੱਖ ਦਿਤਾ ਹੈ, ਉਹ ਸੀ ਦੁਸ਼ਮੱਣ ਦਾ ਪ੍ਰਚਾਰ ਕਿ ਜੇ " ਅੱਜ ਜੁਝਾਰੂ ਇਕ ਝੰਡੇ ਹੇਠ ਇਕਠੇ ਨਹੀਂ ਹੋ ਸਕਦੇ ਤਾਂ ਖਾਲਿਸਤਾਨ ਨੂੰ ਕਿਸ ਤਰੀਕੇ ਨਾਲ ਸੰਭਾਲਣਗੇ "। ਇਸ ਨਵੀਂ ਏਕਤਾ ਨੇ ਇਸ ਝੂਠੇ ਪ੍ਰਚਾਰ ਨੂੰ ਤਾਰ ਤਾਰ ਕਰਕੇ ਰੱਖ ਦਿਤਾ ਹੈ। ਇਸ ਨੇ ਸਾਬਤ ਕਰ ਦਿਤਾ ਹੈ ਕਿ ਸਿੱਖ ਮੁਸ਼ਕੱਲ ਤੇ ਮੁਸੀਬਤ ਵੇਲੇ ਇਕੱਠੇ ਹੋ ਸਕਦੇ ਹਨ ਤੇ ਉਸਦਾ ਮੁਕਾਬਲਾ ਕਰ ਸਕਦੇ ਹਨ। — [55, 393, 400, 466]
